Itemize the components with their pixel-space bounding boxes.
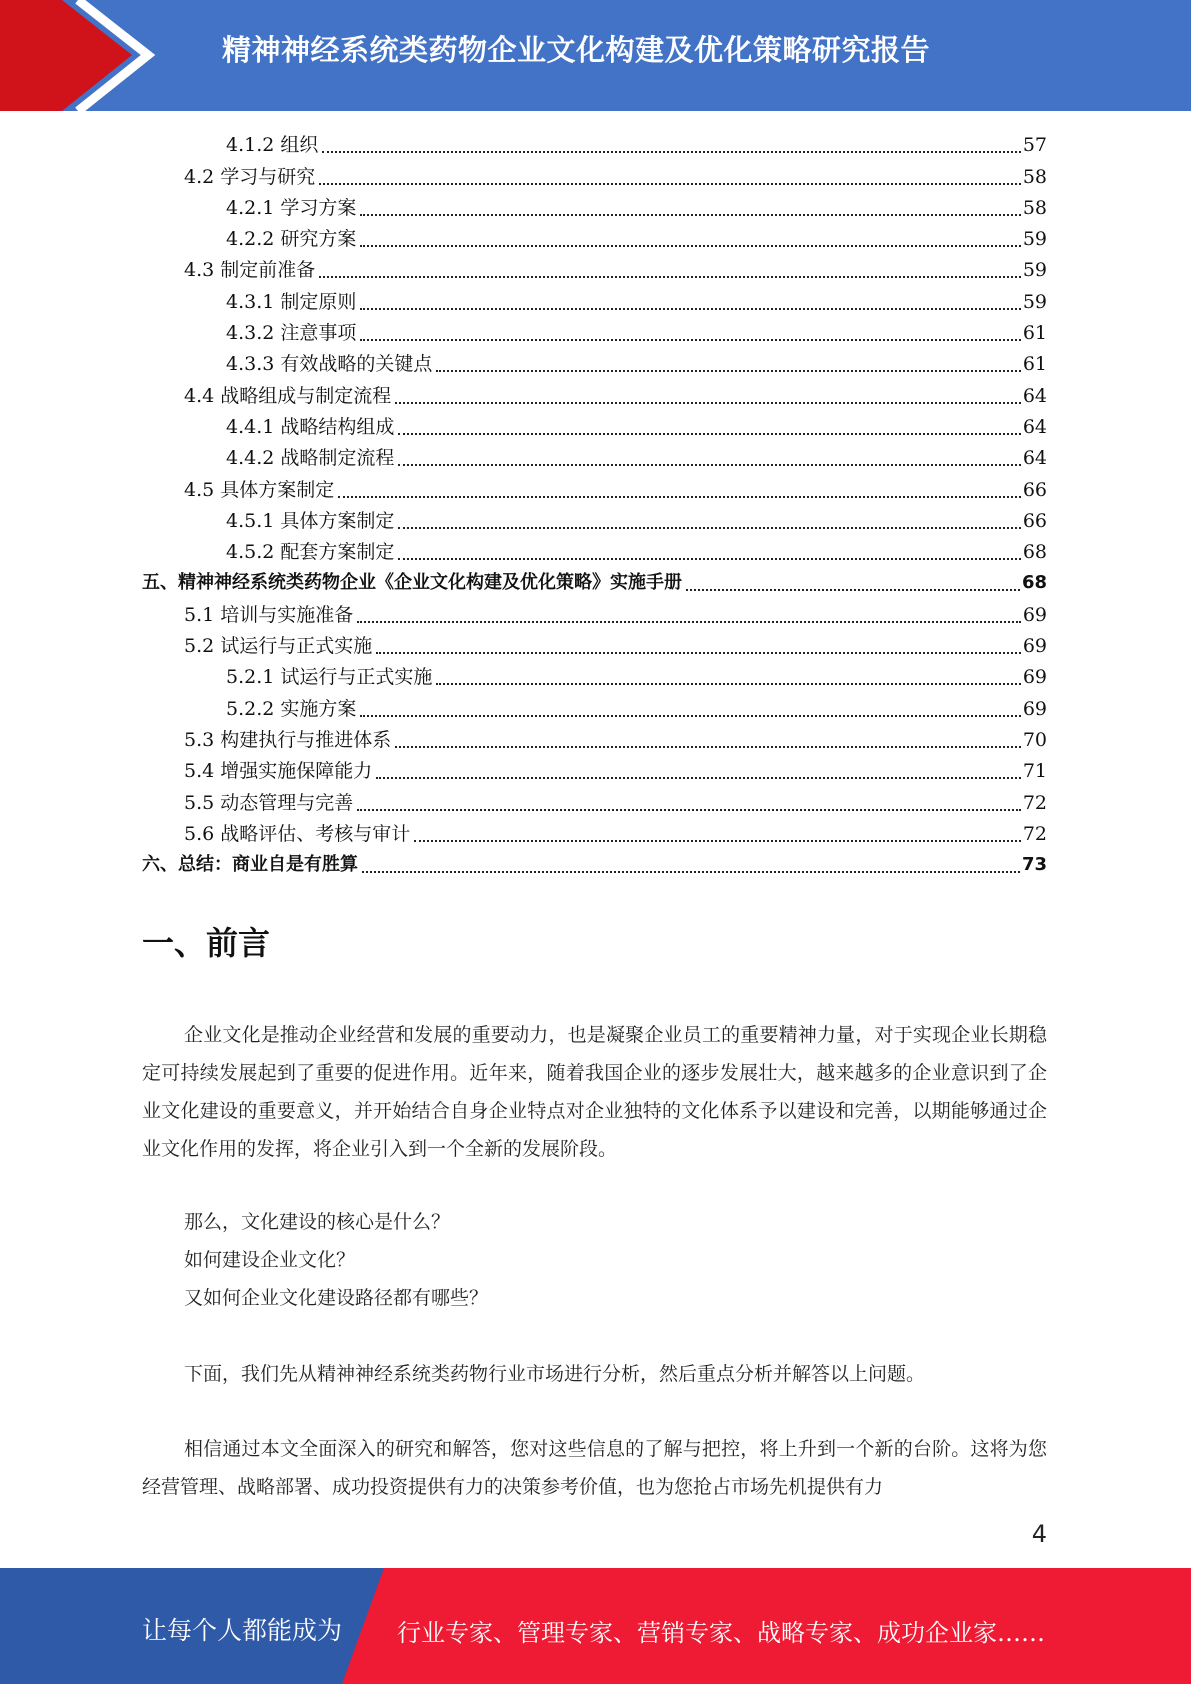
toc-entry-page: 73: [1021, 854, 1047, 876]
analysis-paragraph: [142, 1355, 1047, 1393]
table-of-contents: [142, 128, 1047, 879]
toc-entry[interactable]: [142, 159, 1047, 190]
toc-entry-page: 64: [1022, 415, 1047, 438]
toc-entry-label: 4.1.2 组织: [226, 134, 319, 157]
toc-entry[interactable]: [142, 785, 1047, 816]
question-item: 那么，文化建设的核心是什么？: [184, 1211, 451, 1233]
toc-entry-page: 70: [1022, 728, 1047, 751]
page-header: [0, 0, 1191, 111]
toc-dot-leader: [414, 840, 1021, 842]
toc-entry-label: 5.4 增强实施保障能力: [184, 760, 373, 783]
toc-entry-page: 69: [1022, 666, 1047, 689]
toc-entry[interactable]: [142, 566, 1047, 597]
toc-entry-label: 4.3.1 制定原则: [226, 290, 357, 313]
toc-entry-label: 4.3.2 注意事项: [226, 322, 357, 345]
toc-entry-page: 71: [1022, 760, 1047, 783]
toc-entry[interactable]: [142, 191, 1047, 222]
toc-entry-page: 68: [1022, 541, 1047, 564]
toc-entry-label: 5.6 战略评估、考核与审计: [184, 822, 411, 845]
toc-entry-page: 61: [1022, 322, 1047, 345]
toc-dot-leader: [686, 589, 1020, 591]
toc-entry-label: 5.3 构建执行与推进体系: [184, 728, 392, 751]
toc-entry-page: 69: [1022, 603, 1047, 626]
toc-entry[interactable]: [142, 441, 1047, 472]
toc-entry-label: 4.5.2 配套方案制定: [226, 541, 395, 564]
toc-entry[interactable]: [142, 222, 1047, 253]
toc-entry-page: 69: [1022, 635, 1047, 658]
question-list: [142, 1203, 1047, 1317]
toc-entry-label: 4.3 制定前准备: [184, 259, 316, 282]
toc-entry[interactable]: [142, 504, 1047, 535]
toc-entry-page: 57: [1022, 134, 1047, 157]
toc-entry[interactable]: [142, 691, 1047, 722]
toc-entry-label: 4.4.1 战略结构组成: [226, 415, 395, 438]
toc-entry[interactable]: [142, 535, 1047, 566]
toc-entry-label: 4.5 具体方案制定: [184, 478, 335, 501]
toc-entry-label: 5.1 培训与实施准备: [184, 603, 354, 626]
toc-entry[interactable]: [142, 754, 1047, 785]
toc-entry-label: 五、精神神经系统类药物企业《企业文化构建及优化策略》实施手册: [142, 572, 682, 594]
toc-entry-label: 4.2.2 研究方案: [226, 228, 357, 251]
toc-dot-leader: [395, 402, 1021, 404]
toc-entry-label: 4.5.1 具体方案制定: [226, 509, 395, 532]
toc-entry-label: 六、总结：商业自是有胜算: [142, 854, 358, 876]
toc-dot-leader: [338, 496, 1021, 498]
toc-dot-leader: [436, 683, 1020, 685]
toc-entry[interactable]: [142, 378, 1047, 409]
question-item: 如何建设企业文化？: [184, 1249, 356, 1271]
toc-entry-label: 5.5 动态管理与完善: [184, 791, 354, 814]
toc-entry-label: 5.2.1 试运行与正式实施: [226, 666, 433, 689]
toc-dot-leader: [322, 151, 1020, 153]
toc-entry[interactable]: [142, 284, 1047, 315]
section-title: 一、前言: [142, 924, 271, 962]
toc-dot-leader: [357, 621, 1021, 623]
toc-dot-leader: [398, 527, 1020, 529]
toc-entry[interactable]: [142, 660, 1047, 691]
toc-entry[interactable]: [142, 597, 1047, 628]
toc-entry[interactable]: [142, 128, 1047, 159]
header-arrow-decoration: [0, 0, 230, 111]
toc-dot-leader: [398, 464, 1020, 466]
toc-dot-leader: [319, 276, 1021, 278]
footer-slogan-right: 行业专家、管理专家、营销专家、战略专家、成功企业家……: [397, 1619, 1045, 1647]
toc-entry-page: 64: [1022, 447, 1047, 470]
toc-entry[interactable]: [142, 848, 1047, 879]
toc-dot-leader: [362, 871, 1020, 873]
toc-entry[interactable]: [142, 817, 1047, 848]
toc-entry-label: 4.4.2 战略制定流程: [226, 447, 395, 470]
paragraph-text: 下面，我们先从精神神经系统类药物行业市场进行分析，然后重点分析并解答以上问题。: [184, 1363, 926, 1385]
toc-entry-label: 4.4 战略组成与制定流程: [184, 384, 392, 407]
toc-entry-label: 5.2 试运行与正式实施: [184, 635, 373, 658]
toc-dot-leader: [360, 214, 1020, 216]
toc-entry-label: 4.2 学习与研究: [184, 165, 316, 188]
toc-entry-page: 59: [1022, 290, 1047, 313]
toc-entry[interactable]: [142, 629, 1047, 660]
toc-dot-leader: [376, 652, 1021, 654]
toc-entry[interactable]: [142, 472, 1047, 503]
toc-dot-leader: [436, 370, 1020, 372]
toc-dot-leader: [395, 746, 1021, 748]
toc-entry-page: 64: [1022, 384, 1047, 407]
toc-entry-page: 59: [1022, 228, 1047, 251]
toc-entry[interactable]: [142, 316, 1047, 347]
toc-dot-leader: [319, 183, 1021, 185]
toc-entry-page: 68: [1021, 572, 1047, 594]
header-title: 精神神经系统类药物企业文化构建及优化策略研究报告: [222, 33, 931, 67]
page-number: 4: [1031, 1520, 1047, 1548]
toc-entry-page: 69: [1022, 697, 1047, 720]
toc-entry-page: 66: [1022, 509, 1047, 532]
toc-dot-leader: [376, 777, 1021, 779]
question-item: 又如何企业文化建设路径都有哪些？: [184, 1287, 489, 1309]
toc-entry-page: 59: [1022, 259, 1047, 282]
toc-entry-label: 4.2.1 学习方案: [226, 196, 357, 219]
toc-entry-page: 72: [1022, 791, 1047, 814]
toc-dot-leader: [357, 809, 1021, 811]
toc-entry-page: 61: [1022, 353, 1047, 376]
paragraph-text: 相信通过本文全面深入的研究和解答，您对这些信息的了解与把控，将上升到一个新的台阶。这将为您经营管理、战略部署、成功投资提供有力的决策参考价值，也为您抢占市场先机提供有力: [142, 1438, 1047, 1498]
page-footer: [0, 1568, 1191, 1684]
footer-slogan-left: 让每个人都能成为: [142, 1616, 343, 1645]
toc-entry-page: 66: [1022, 478, 1047, 501]
toc-dot-leader: [360, 715, 1020, 717]
toc-entry-label: 5.2.2 实施方案: [226, 697, 357, 720]
toc-entry-page: 72: [1022, 822, 1047, 845]
toc-entry[interactable]: [142, 347, 1047, 378]
toc-dot-leader: [398, 558, 1020, 560]
toc-entry-page: 58: [1022, 165, 1047, 188]
toc-entry[interactable]: [142, 723, 1047, 754]
paragraph-text: 企业文化是推动企业经营和发展的重要动力，也是凝聚企业员工的重要精神力量，对于实现企业长期稳定可持续发展起到了重要的促进作用。近年来，随着我国企业的逐步发展壮大，越来越多的企业意识到了企业文化建设的重要意义，并开始结合自身企业特点对企业独特的文化体系予以建设和完善，以期能够通过企业文化作用的发挥，将企业引入到一个全新的发展阶段。: [142, 1024, 1047, 1160]
toc-dot-leader: [360, 339, 1020, 341]
toc-entry[interactable]: [142, 410, 1047, 441]
toc-entry-label: 4.3.3 有效战略的关键点: [226, 353, 433, 376]
toc-dot-leader: [360, 308, 1020, 310]
toc-entry[interactable]: [142, 253, 1047, 284]
toc-dot-leader: [398, 433, 1020, 435]
intro-paragraph: [142, 1016, 1047, 1168]
toc-entry-page: 58: [1022, 196, 1047, 219]
closing-paragraph: [142, 1430, 1047, 1506]
toc-dot-leader: [360, 245, 1020, 247]
